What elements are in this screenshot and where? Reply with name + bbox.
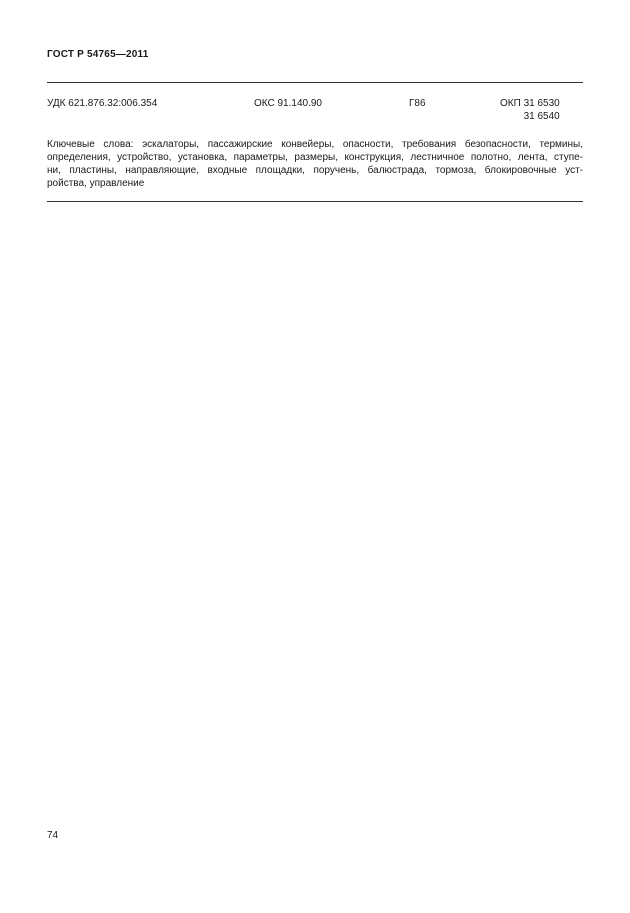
keywords-block [47, 138, 583, 190]
keywords-line: ни, пластины, направляющие, входные площадки, поручень, балюстрада, тормоза, блокировочные уст- [47, 165, 583, 176]
okp-code-line1: ОКП 31 6530 [500, 98, 560, 109]
udk-code: УДК 621.876.32:006.354 [47, 98, 158, 109]
top-divider [47, 82, 583, 83]
keywords-line: определения, устройство, установка, параметры, размеры, конструкция, лестничное полотно, лента, ступе- [47, 152, 583, 163]
keywords-line: ройства, управление [47, 178, 145, 189]
standard-header: ГОСТ Р 54765—2011 [47, 49, 149, 60]
okp-code-line2: 31 6540 [523, 111, 560, 122]
oks-code: ОКС 91.140.90 [254, 98, 322, 109]
group-code: Г86 [409, 98, 426, 109]
okp-codes [500, 97, 560, 123]
bottom-divider [47, 201, 583, 202]
page-number: 74 [47, 830, 59, 841]
keywords-line: Ключевые слова: эскалаторы, пассажирские конвейеры, опасности, требования безопасности, термины, [47, 139, 583, 150]
